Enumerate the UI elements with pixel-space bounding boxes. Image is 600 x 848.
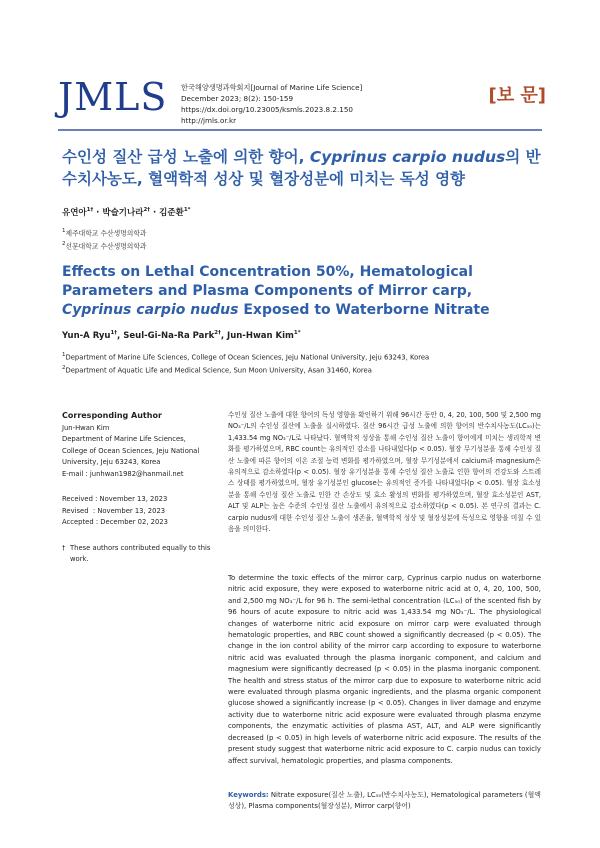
korean-title-species: Cyprinus carpio nudus [309, 148, 506, 166]
corresponding-author-name: Jun-Hwan Kim [62, 423, 110, 432]
date-revised: Revised : November 13, 2023 [62, 506, 166, 515]
author-mark: 1† [86, 207, 94, 214]
english-title-text: Effects on Lethal Concentration 50%, Hematological Parameters and Plasma Components of Mirror carp, [62, 264, 473, 299]
journal-issue: December 2023; 8(2): 150-159 [181, 94, 294, 103]
affiliation-mark: 1 [62, 228, 66, 234]
author-name: Yun-A Ryu [62, 330, 111, 341]
author-name: 김준환 [159, 208, 184, 218]
corresponding-author-panel [62, 410, 224, 566]
korean-affiliations [62, 226, 146, 253]
corresponding-author-dept: Department of Marine Life Sciences, [62, 435, 186, 443]
author-name: 유연아 [62, 208, 87, 218]
affiliation [62, 350, 429, 363]
date-accepted: Accepted : December 02, 2023 [62, 518, 168, 526]
english-abstract: To determine the toxic effects of the mirror carp, Cyprinus carpio nudus on waterborne nitric acid exposure, they were exposed to waterborne nitric acid at 0, 4, 20, 100, 500, and 2,500 mg NO₃⁻/L for 96 h. The semi-lethal concentration (LC₅₀) of the scented fish by 96 hours of acute exposure to nitric acid was 1,433.54 mg NO₃⁻/L. The physiological changes of waterborne nitric acid exposure on mirror carp were evaluated through hematologic properties, and RBC count showed a significantly decreased (p < 0.05). The change in the ion control ability of the mirror carp according to exposure to waterborne nitric acid was evaluated through the plasma inorganic component, and calcium and magnesium were significantly decreased (p < 0.05) in the plasma inorganic component. The health and stress status of the mirror carp due to exposure to waterborne nitric acid were evaluated through plasma organic ingredients, and the plasma organic component glucose showed a significantly increase (p < 0.05). Changes in liver damage and enzyme activity due to waterborne nitric acid exposure were evaluated through plasma enzyme components, the enzymatic activities of plasma AST, ALT, and ALP were significantly decreased (p < 0.05) in high levels of waterborne nitric acid exposure. The results of the present study suggest that waterborne nitric acid exposure to C. carpio nudus can toxicly affect survival, hematologic properties, and plasma components. [228, 574, 541, 765]
website-link[interactable]: http://jmls.or.kr [181, 116, 237, 125]
corresponding-author-address: University, Jeju 63243, Korea [62, 458, 161, 466]
korean-authors [62, 206, 191, 218]
english-authors [62, 330, 301, 341]
corresponding-author-details [62, 423, 224, 481]
keywords-label: Keywords: [228, 791, 269, 799]
korean-title-text-end: 의 반수치사농도, 혈액학적 성상 및 혈장성분에 미치는 독성 영향 [62, 148, 541, 188]
author-mark: 2† [214, 330, 221, 336]
affiliation-mark: 2 [62, 365, 66, 372]
author-name: 박슬기나라 [102, 208, 144, 218]
korean-title [62, 146, 542, 190]
journal-info [181, 82, 362, 126]
doi-link[interactable]: https://dx.doi.org/10.23005/ksmls.2023.8.2.150 [181, 105, 353, 114]
affiliation-text: 제주대학교 수산생명의학과 [65, 229, 147, 238]
english-title-species: Cyprinus carpio nudus [62, 302, 239, 318]
english-title-text-end: Exposed to Waterborne Nitrate [238, 302, 490, 318]
affiliation [62, 363, 429, 376]
author-separator: · [93, 208, 103, 218]
affiliation-mark: 2 [62, 241, 66, 248]
author-name: Seul-Gi-Na-Ra Park [123, 330, 215, 341]
header-divider [58, 129, 542, 131]
affiliation [62, 226, 146, 239]
english-title [62, 263, 542, 320]
article-type-badge: [보 문] [488, 85, 546, 106]
article-dates [62, 494, 224, 529]
korean-title-text: 수인성 질산 급성 노출에 의한 향어, [62, 148, 310, 166]
footnote-text: These authors contributed equally to this work. [70, 543, 211, 563]
date-received: Received : November 13, 2023 [62, 495, 168, 503]
affiliation-text: Department of Aquatic Life and Medical Science, Sun Moon University, Asan 31460, Korea [65, 366, 372, 375]
author-separator: , [117, 330, 124, 341]
author-mark: 1* [183, 207, 191, 214]
author-mark: 1* [293, 330, 301, 336]
equal-contribution-footnote [62, 543, 224, 566]
keywords [228, 790, 541, 813]
keywords-text: Nitrate exposure(질산 노출), LC₅₀(반수치사농도), Hematological parameters (혈액 성상), Plasma components(혈장성분), Mirror carp(향어) [228, 791, 541, 811]
author-mark: 2† [143, 207, 151, 214]
author-separator: · [150, 208, 160, 218]
korean-abstract: 수인성 질산 노출에 대한 향어의 독성 영향을 확인하기 위해 96시간 동안 0, 4, 20, 100, 500 및 2,500 mg NO₃⁻/L의 수인성 질산에 노출을 실시하였다. 질산 96시간 급성 노출에 의한 향어의 반수치사농도(LC₅₀)는 1,433.54 mg NO₃⁻/L로 나타났다. 혈액학적 성상을 통해 수인성 질산 노출이 향어에게 미치는 생리학적 변화를 평가하였으며, RBC count는 유의적인 감소를 나타내었다(p < 0.05). 혈장 무기성분을 통해 수인성 질산 노출에 따른 향어의 이온 조절 능력 변화를 평가하였으며, 혈장 무기성분에서 calcium과 magnesium은 유의적으로 감소하였다(p < 0.05). 혈장 유기성분을 통해 수인성 질산 노출로 인한 향어의 건강도와 스트레스 상태를 평가하였으며, 혈장 유기성분인 glucose는 유의적인 증가를 나타내었다(p < 0.05). 혈장 효소성분을 통해 수인성 질산 노출로 인한 간 손상도 및 효소 활성의 변화를 평가하였으며, 혈장 효소성분인 AST, ALT 및 ALP는 높은 수준의 수인성 질산 노출에서 유의적으로 감소하였다(p < 0.05). 본 연구의 결과는 C. carpio nudus에 대한 수인성 질산 노출이 생존율, 혈액학적 성상 및 혈장성분에 독성으로 영향을 미칠 수 있음을 의미한다. [228, 411, 541, 534]
author-separator: , [220, 330, 228, 341]
affiliation-text: Department of Marine Life Sciences, College of Ocean Sciences, Jeju National University, Jeju 63243, Korea [65, 353, 430, 362]
corresponding-author-college: College of Ocean Sciences, Jeju National [62, 446, 200, 455]
affiliation [62, 239, 146, 252]
affiliation-text: 선문대학교 수산생명의학과 [65, 242, 147, 251]
journal-name: 한국해양생명과학회지[Journal of Marine Life Science] [181, 83, 363, 92]
affiliation-mark: 1 [62, 352, 66, 358]
corresponding-author-email[interactable]: E-mail : junhwan1982@hanmail.net [62, 469, 184, 478]
author-name: Jun-Hwan Kim [227, 330, 294, 341]
corresponding-author-heading: Corresponding Author [62, 411, 162, 420]
english-affiliations [62, 350, 429, 377]
footnote-mark: † [62, 543, 66, 552]
author-mark: 1† [110, 330, 118, 336]
journal-logo: JMLS [58, 75, 168, 119]
